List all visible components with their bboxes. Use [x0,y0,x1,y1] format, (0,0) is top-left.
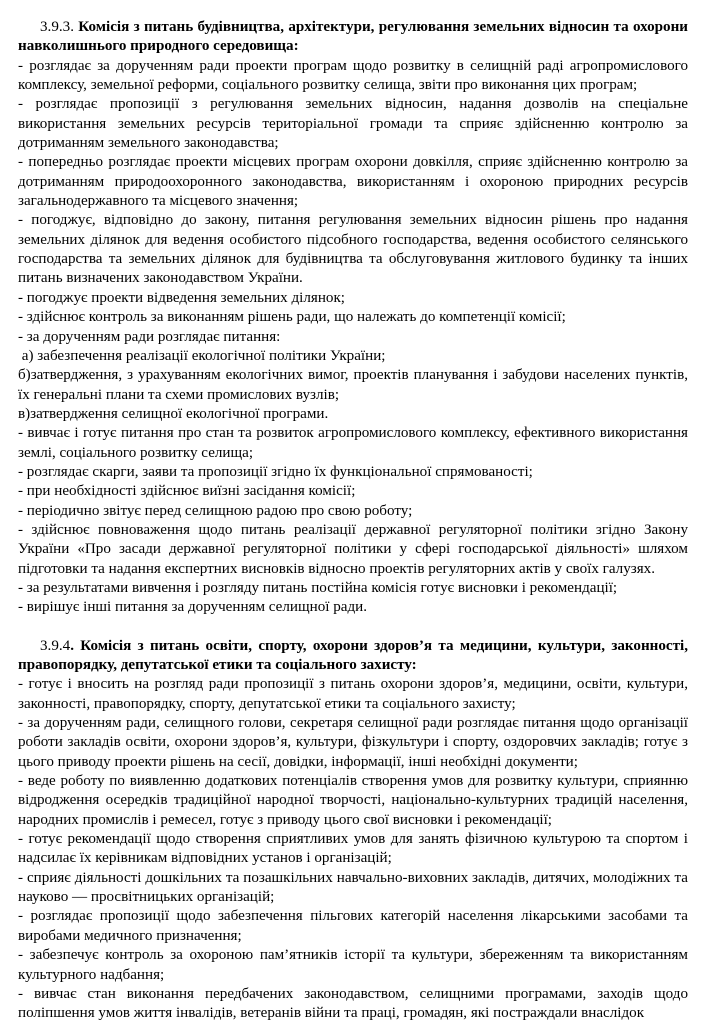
list-item: - сприяє діяльності дошкільних та позашкільних навчально-виховних закладів, дитячих, молодіжних та науково — просвітницьких організацій; [18,869,688,906]
list-item: - попередньо розглядає проекти місцевих програм охорони довкілля, сприяє здійсненню контролю за дотриманням природоохоронного законодавства, використанням і охороною природних ресурсів загальнодержавного та місцевого значення; [18,154,688,210]
section-title: . Комісія з питань освіти, спорту, охорони здоров’я та медицини, культури, законності, правопорядку, депутатської етики та соціального захисту: [18,637,688,673]
section-number: 3.9.4 [40,637,71,654]
list-item: а) забезпечення реалізації екологічної політики України; [18,347,386,364]
section-heading [18,637,688,676]
list-item: - вивчає і готує питання про стан та розвиток агропромислового комплексу, ефективного використання землі, соціального розвитку селища; [18,425,688,461]
list-item: - погоджує, відповідно до закону, питання регулювання земельних відносин рішень про надання земельних ділянок для ведення особистого підсобного господарства, ведення особистого селянського господарства та земельних ділянок для будівництва та обслуговування житлового будинку та інших питань визначених законодавством України. [18,212,688,287]
section-number: 3.9.3. [40,19,74,35]
list-item: - за дорученням ради, селищного голови, секретаря селищної ради розглядає питання щодо організації роботи закладів освіти, охорони здоров’я, культури, фізкультури і спорту, оздоровчих закладів; готує з цього приводу проекти рішень на сесії, довідки, інформації, інші необхідні документи; [18,715,688,770]
list-item: - забезпечує контроль за охороною пам’ятників історії та культури, збереженням та використанням культурного надбання; [18,947,688,983]
list-item: - здійснює контроль за виконанням рішень ради, що належать до компетенції комісії; [18,309,566,326]
section-3-9-3 [18,18,688,618]
section-title: Комісія з питань будівництва, архітектури, регулювання земельних відносин та охорони навколишнього природного середовища: [18,19,688,55]
list-item: - готує рекомендації щодо створення сприятливих умов для занять фізичною культурою та спортом і надсилає їх керівникам відповідних установ і організацій; [18,831,688,867]
list-item: - здійснює повноваження щодо питань реалізації державної регуляторної політики згідно Закону України «Про засади державної регуляторної політики у сфері господарської діяльності» шляхом підготовки та надання експертних висновків відносно проектів регуляторних актів у своїх галузях. [18,521,688,577]
list-item: - вирішує інші питання за дорученням селищної ради. [18,599,367,616]
list-item: - розглядає пропозиції з регулювання земельних відносин, надання дозволів на спеціальне використання земельних ресурсів територіальної громади та сприяє здійсненню контролю за дотриманням земельного законодавства; [18,96,688,152]
list-item: - вивчає стан виконання передбачених законодавством, селищними програмами, заходів щодо поліпшення умов життя інвалідів, ветеранів війни та праці, громадян, які постраждали внаслідок [18,985,688,1022]
list-item: - готує і вносить на розгляд ради пропозиції з питань охорони здоров’я, медицини, освіти, культури, законності, правопорядку, спорту, депутатської етики та соціального захисту; [18,676,688,712]
list-item: б)затвердження, з урахуванням екологічних вимог, проектів планування і забудови населених пунктів, їх генеральні плани та схеми промислових вузлів; [18,367,688,403]
list-item: в)затвердження селищної екологічної програми. [18,405,329,422]
list-item: - періодично звітує перед селищною радою про свою роботу; [18,502,413,519]
list-item: - погоджує проекти відведення земельних ділянок; [18,289,345,306]
list-item: - розглядає скарги, заяви та пропозиції згідно їх функціональної спрямованості; [18,463,533,480]
list-item: - за результатами вивчення і розгляду питань постійна комісія готує висновки і рекомендації; [18,579,618,596]
list-item: - розглядає пропозиції щодо забезпечення пільгових категорій населення лікарськими засобами та виробами медичного призначення; [18,908,688,944]
list-item: - за дорученням ради розглядає питання: [18,328,281,345]
document-page [18,18,688,1024]
list-item: - при необхідності здійснює виїзні засідання комісії; [18,483,356,500]
section-3-9-4 [18,637,688,1024]
section-heading [18,18,688,57]
list-item: - розглядає за дорученням ради проекти програм щодо розвитку в селищній раді агропромислового комплексу, земельної реформи, соціального розвитку селища, звіти про виконання цих програм; [18,57,688,94]
list-item: - веде роботу по виявленню додаткових потенціалів створення умов для розвитку культури, сприянню відродження осередків традиційної народної творчості, національно-культурних традицій населення, народних промислів і ремесел, готує з приводу цього свої висновки і рекомендації; [18,773,688,828]
